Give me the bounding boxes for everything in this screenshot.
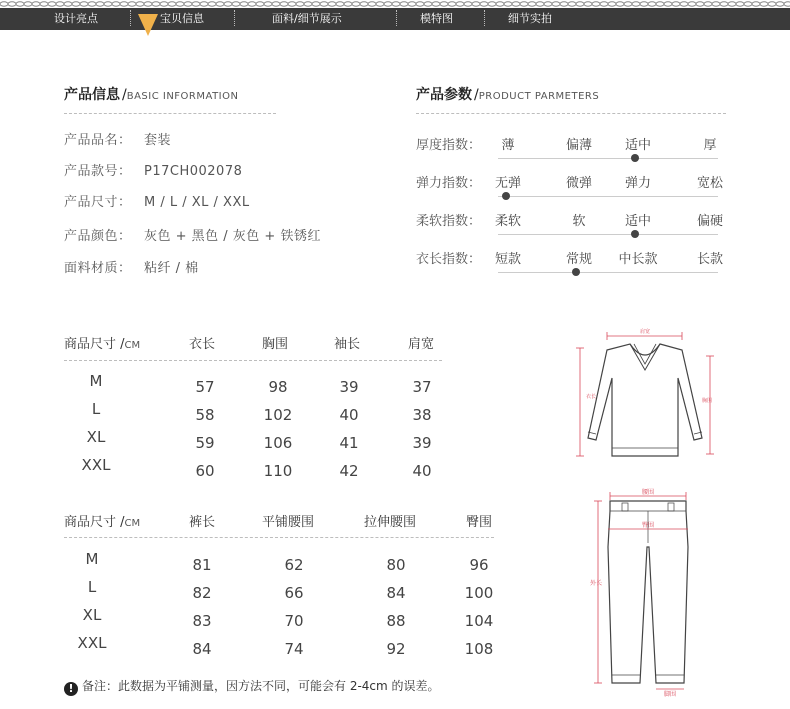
table-cell: 40: [339, 406, 359, 424]
param-option: 软: [572, 214, 586, 229]
info-value: 灰色 + 黑色 / 灰色 + 铁锈红: [144, 229, 321, 244]
note-text: 备注：此数据为平铺测量，因方法不同，可能会有 2-4cm 的误差。: [82, 679, 440, 693]
table-cell: 84: [386, 584, 406, 602]
param-option: 适中: [624, 214, 652, 229]
divider: [64, 113, 276, 114]
param-scale-line: [498, 158, 718, 159]
col-header-length: 衣长: [189, 337, 216, 352]
chest-label: 胸围: [702, 398, 713, 404]
table-cell: 57: [195, 378, 215, 396]
table-cell: 60: [195, 462, 215, 480]
hem-label: 脚围: [663, 691, 677, 697]
info-label: 面料材质：: [64, 261, 132, 276]
param-option: 薄: [501, 138, 515, 153]
size-label: XXL: [81, 456, 111, 474]
param-option: 常规: [565, 252, 593, 267]
param-selected-dot: [502, 192, 510, 200]
table-cell: 74: [284, 640, 304, 658]
param-option: 柔软: [494, 214, 522, 229]
nav-tab-product-info[interactable]: 宝贝信息: [160, 12, 204, 25]
top-measurement-diagram: [574, 326, 724, 461]
sweater-outline: [588, 344, 702, 456]
table-cell: 42: [339, 462, 359, 480]
basic-info-subtitle: BASIC INFORMATION: [126, 91, 239, 102]
param-option: 弹力: [624, 176, 652, 191]
size-label: M: [85, 550, 99, 568]
param-selected-dot: [572, 268, 580, 276]
nav-bar: [0, 8, 790, 30]
pants-measurement-diagram: [588, 487, 708, 697]
length-label: 衣长: [586, 394, 597, 400]
waist-label: 腰围: [641, 489, 655, 496]
table-cell: 66: [284, 584, 304, 602]
chain-border: [0, 0, 790, 8]
param-option: 无弹: [494, 176, 522, 191]
col-header-shoulder: 肩宽: [408, 337, 435, 352]
params-subtitle: PRODUCT PARMETERS: [478, 91, 600, 102]
col-header-sleeve: 袖长: [334, 337, 361, 352]
nav-separator: [396, 10, 397, 26]
shoulder-label: 肩宽: [639, 329, 651, 335]
table-cell: 58: [195, 406, 215, 424]
table-cell: 70: [284, 612, 304, 630]
param-option: 偏薄: [565, 138, 593, 153]
table-cell: 96: [469, 556, 489, 574]
table-cell: 39: [339, 378, 359, 396]
info-row-material: [64, 257, 199, 276]
param-selected-dot: [631, 154, 639, 162]
param-option: 适中: [624, 138, 652, 153]
col-header-stretch-waist: 拉伸腰围: [364, 515, 417, 530]
params-header: 产品参数 /PRODUCT PARMETERS: [416, 87, 600, 103]
size-label: XL: [86, 428, 106, 446]
param-row: [416, 248, 726, 278]
param-scale-line: [498, 272, 718, 273]
table-cell: 41: [339, 434, 359, 452]
size-label: M: [89, 372, 103, 390]
info-label: 产品尺寸：: [64, 195, 132, 210]
table-cell: 83: [192, 612, 212, 630]
info-label: 产品款号：: [64, 164, 132, 179]
nav-tab-fabric[interactable]: 面料/细节展示: [272, 12, 342, 25]
param-option: 厚: [703, 138, 717, 153]
param-option: 偏硬: [696, 214, 724, 229]
param-row: [416, 134, 726, 164]
outseam-label: 外长: [590, 580, 603, 587]
info-value: 粘纤 / 棉: [144, 261, 199, 276]
param-label: 柔软指数：: [416, 214, 482, 229]
table-cell: 38: [412, 406, 432, 424]
param-selected-dot: [631, 230, 639, 238]
unit-label: CM: [124, 518, 141, 529]
info-row-color: [64, 225, 321, 244]
table-cell: 92: [386, 640, 406, 658]
param-label: 厚度指数：: [416, 138, 482, 153]
col-header-flat-waist: 平铺腰围: [262, 515, 315, 530]
nav-separator: [130, 10, 131, 26]
table-cell: 104: [464, 612, 494, 630]
info-value: P17CH002078: [144, 164, 243, 179]
col-header-pants-length: 裤长: [189, 515, 216, 530]
table-cell: 98: [268, 378, 288, 396]
param-row: [416, 172, 726, 202]
size-label: XXL: [77, 634, 107, 652]
col-header-hip: 臀围: [466, 515, 493, 530]
param-option: 长款: [696, 252, 724, 267]
param-label: 衣长指数：: [416, 252, 482, 267]
table-cell: 62: [284, 556, 304, 574]
table-cell: 84: [192, 640, 212, 658]
col-header-chest: 胸围: [262, 337, 289, 352]
param-label: 弹力指数：: [416, 176, 482, 191]
table-cell: 81: [192, 556, 212, 574]
param-option: 微弹: [565, 176, 593, 191]
table-cell: 40: [412, 462, 432, 480]
info-value: 套装: [144, 133, 172, 148]
table-cell: 37: [412, 378, 432, 396]
nav-separator: [484, 10, 485, 26]
nav-active-pointer: [138, 14, 158, 36]
table-cell: 39: [412, 434, 432, 452]
measurement-note: [64, 677, 440, 696]
pants-table-header-label: 商品尺寸 /CM: [64, 515, 141, 530]
top-nav: [0, 0, 790, 30]
info-row-size: [64, 191, 250, 210]
param-option: 中长款: [618, 252, 658, 267]
top-table-header-label: 商品尺寸 /CM: [64, 337, 141, 352]
size-label: L: [87, 578, 97, 596]
info-row-name: [64, 129, 171, 148]
basic-info-title: 产品信息: [64, 87, 120, 103]
param-row: [416, 210, 726, 240]
warning-icon: !: [64, 682, 78, 696]
table-cell: 88: [386, 612, 406, 630]
info-label: 产品品名：: [64, 133, 132, 148]
param-scale-line: [498, 234, 718, 235]
size-label: L: [91, 400, 101, 418]
table-cell: 100: [464, 584, 494, 602]
nav-tab-design[interactable]: 设计亮点: [54, 12, 98, 25]
divider: [416, 113, 726, 114]
table-cell: 59: [195, 434, 215, 452]
params-title: 产品参数: [416, 87, 472, 103]
table-cell: 110: [263, 462, 293, 480]
info-row-code: [64, 160, 242, 179]
divider: [64, 537, 494, 538]
param-scale-line: [498, 196, 718, 197]
param-option: 短款: [494, 252, 522, 267]
nav-tab-model[interactable]: 模特图: [420, 12, 453, 25]
info-label: 产品颜色：: [64, 229, 132, 244]
info-value: M / L / XL / XXL: [144, 195, 250, 210]
table-cell: 82: [192, 584, 212, 602]
nav-separator: [234, 10, 235, 26]
table-cell: 106: [263, 434, 293, 452]
divider: [64, 360, 442, 361]
basic-info-header: 产品信息 /BASIC INFORMATION: [64, 87, 239, 103]
table-cell: 108: [464, 640, 494, 658]
table-cell: 80: [386, 556, 406, 574]
size-label: XL: [82, 606, 102, 624]
hip-label: 臀围: [641, 522, 655, 529]
table-cell: 102: [263, 406, 293, 424]
param-option: 宽松: [696, 176, 724, 191]
unit-label: CM: [124, 340, 141, 351]
nav-tab-details[interactable]: 细节实拍: [508, 12, 552, 25]
